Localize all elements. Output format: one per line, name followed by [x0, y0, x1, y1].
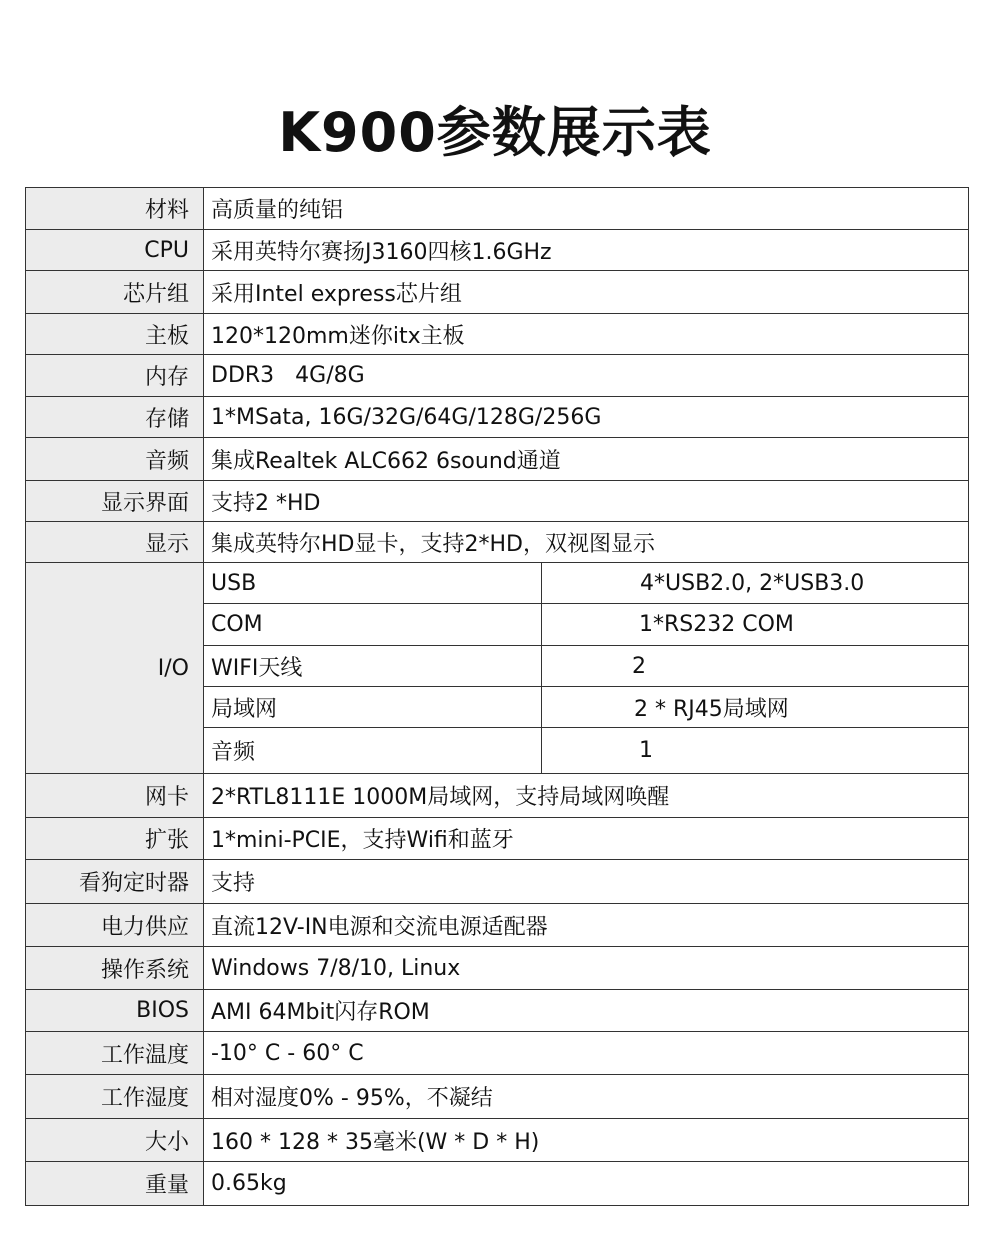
row-value: 160 * 128 * 35毫米(W * D * H): [204, 1119, 969, 1162]
row-value: 1*MSata, 16G/32G/64G/128G/256G: [204, 397, 969, 438]
table-row: [26, 355, 969, 397]
row-label: 网卡: [26, 774, 204, 818]
io-item-name: USB: [204, 563, 542, 604]
row-value: 120*120mm迷你itx主板: [204, 314, 969, 355]
row-label: 看狗定时器: [26, 860, 204, 904]
row-value: AMI 64Mbit闪存ROM: [204, 990, 969, 1032]
io-item-value: 2 * RJ45局域网: [542, 687, 969, 728]
table-row: [26, 1032, 969, 1075]
row-value: 0.65kg: [204, 1162, 969, 1206]
row-label: 操作系统: [26, 947, 204, 990]
row-value: 2*RTL8111E 1000M局域网，支持局域网唤醒: [204, 774, 969, 818]
table-row: [26, 522, 969, 563]
io-item-value: 1*RS232 COM: [542, 604, 969, 646]
row-value: 高质量的纯铝: [204, 188, 969, 230]
row-value: 支持: [204, 860, 969, 904]
io-item-name: COM: [204, 604, 542, 646]
row-label: 音频: [26, 438, 204, 481]
row-label: 主板: [26, 314, 204, 355]
row-value: 采用Intel express芯片组: [204, 271, 969, 314]
row-label: 重量: [26, 1162, 204, 1206]
table-row: [26, 1075, 969, 1119]
row-value: 直流12V-IN电源和交流电源适配器: [204, 904, 969, 947]
page-title: K900参数展示表: [278, 101, 712, 164]
table-row: [26, 314, 969, 355]
row-label: 存储: [26, 397, 204, 438]
io-item-name: 局域网: [204, 687, 542, 728]
row-label: 大小: [26, 1119, 204, 1162]
row-value: -10° C - 60° C: [204, 1032, 969, 1075]
table-row: [26, 1162, 969, 1206]
row-label: 工作湿度: [26, 1075, 204, 1119]
table-row: [26, 860, 969, 904]
row-label: 显示: [26, 522, 204, 563]
row-value: 1*mini-PCIE，支持Wifi和蓝牙: [204, 818, 969, 860]
table-row: [26, 818, 969, 860]
io-item-value: 1: [542, 728, 969, 774]
table-row: [26, 230, 969, 271]
row-label: BIOS: [26, 990, 204, 1032]
table-row: [26, 188, 969, 230]
row-value: 采用英特尔赛扬J3160四核1.6GHz: [204, 230, 969, 271]
row-value: 集成Realtek ALC662 6sound通道: [204, 438, 969, 481]
row-label: 内存: [26, 355, 204, 397]
row-value: 相对湿度0% - 95%，不凝结: [204, 1075, 969, 1119]
table-row: [26, 271, 969, 314]
row-label: 显示界面: [26, 481, 204, 522]
table-row: [26, 904, 969, 947]
io-row: [26, 563, 969, 604]
row-label: 电力供应: [26, 904, 204, 947]
io-item-value: 4*USB2.0, 2*USB3.0: [542, 563, 969, 604]
row-label: 材料: [26, 188, 204, 230]
spec-table: [25, 187, 969, 1206]
io-label: I/O: [26, 563, 204, 774]
table-row: [26, 481, 969, 522]
table-row: [26, 990, 969, 1032]
io-item-name: WIFI天线: [204, 646, 542, 687]
table-row: [26, 774, 969, 818]
table-row: [26, 947, 969, 990]
row-value: Windows 7/8/10, Linux: [204, 947, 969, 990]
row-label: CPU: [26, 230, 204, 271]
row-label: 工作温度: [26, 1032, 204, 1075]
io-item-name: 音频: [204, 728, 542, 774]
row-label: 扩张: [26, 818, 204, 860]
table-row: [26, 397, 969, 438]
row-value: DDR3 4G/8G: [204, 355, 969, 397]
row-label: 芯片组: [26, 271, 204, 314]
table-row: [26, 1119, 969, 1162]
table-row: [26, 438, 969, 481]
row-value: 集成英特尔HD显卡，支持2*HD，双视图显示: [204, 522, 969, 563]
row-value: 支持2 *HD: [204, 481, 969, 522]
io-item-value: 2: [542, 646, 969, 687]
